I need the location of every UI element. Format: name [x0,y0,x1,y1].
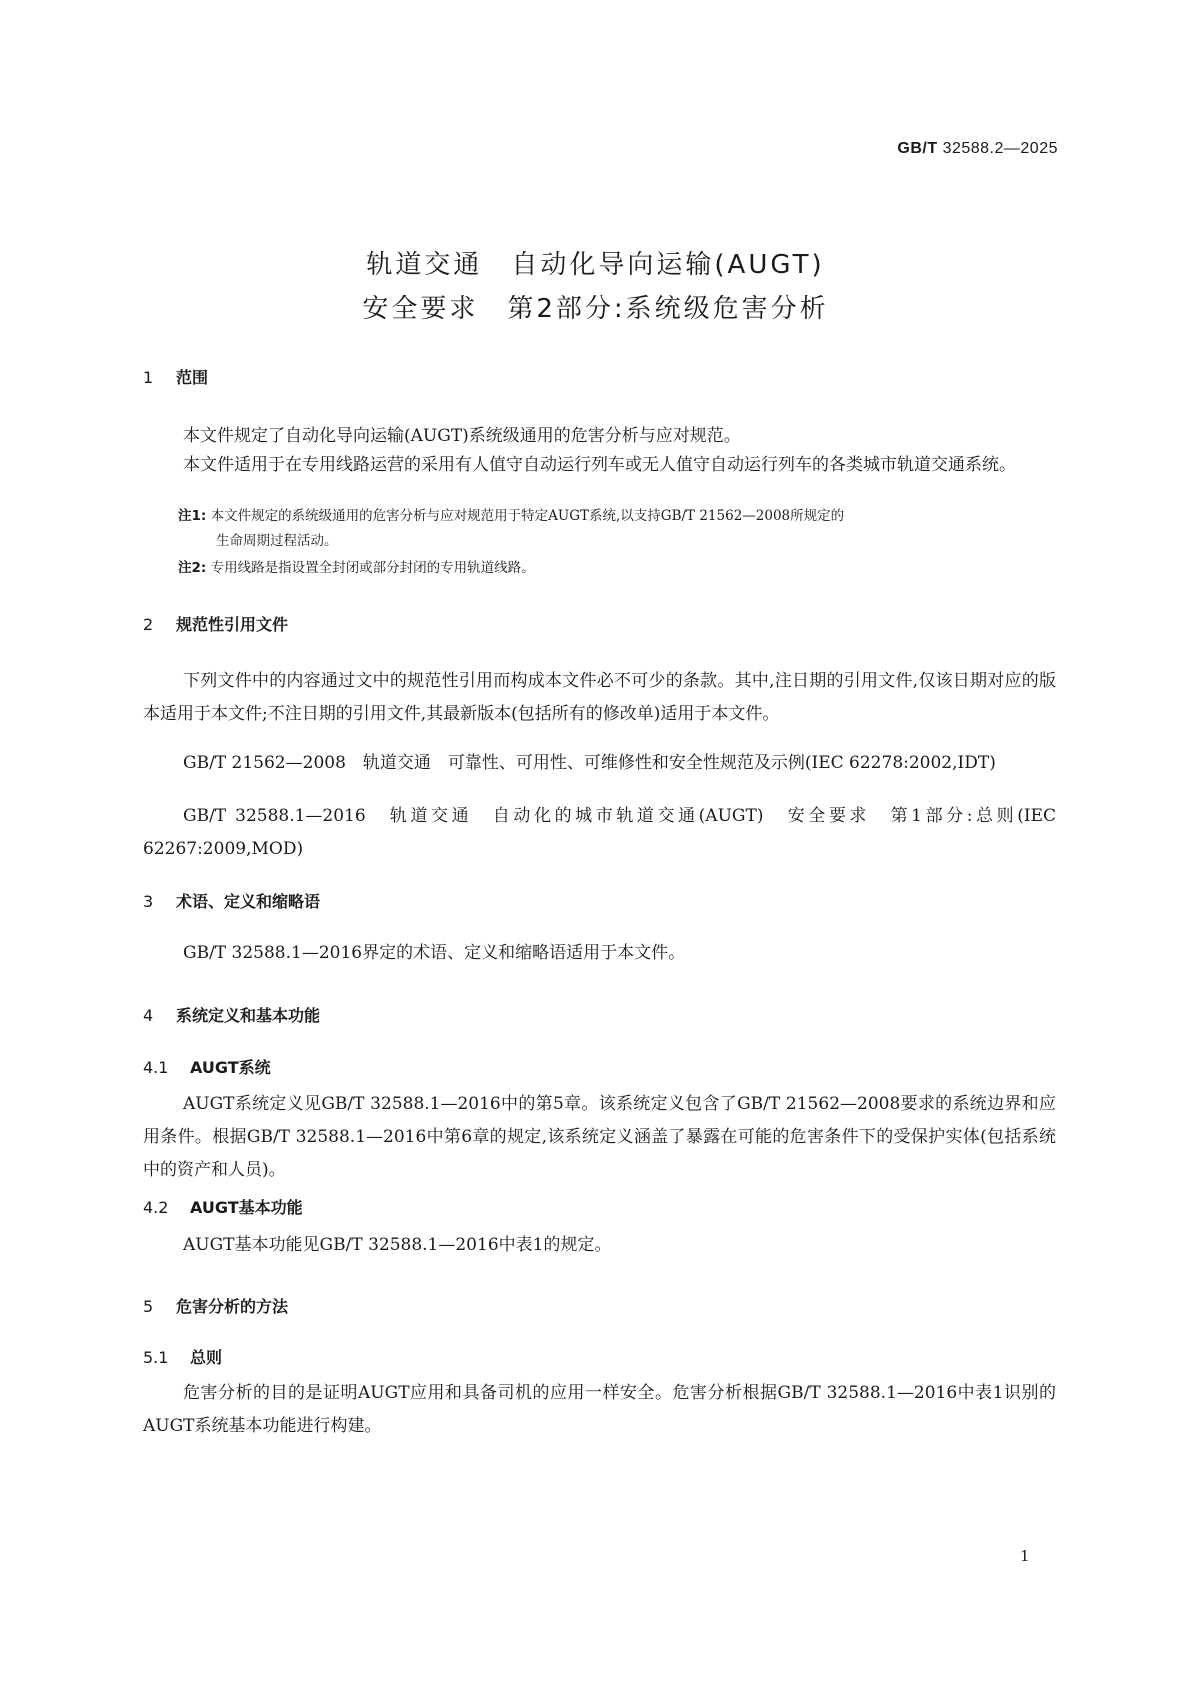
standard-number [897,140,1058,158]
subsection-title: AUGT系统 [190,1058,271,1077]
section-3-paragraph-1: GB/T 32588.1—2016界定的术语、定义和缩略语适用于本文件。 [183,943,686,963]
note-text: 专用线路是指设置全封闭或部分封闭的专用轨道线路。 [210,560,535,576]
section-number: 5 [143,1297,154,1316]
subsection-number: 5.1 [143,1348,169,1367]
note-text: 本文件规定的系统级通用的危害分析与应对规范用于特定AUGT系统,以支持GB/T 21562—2008所规定的 [210,508,845,524]
reference-gbt-32588-1: GB/T 32588.1—2016 轨道交通 自动化的城市轨道交通(AUGT) 安全要求 第1部分:总则(IEC 62267:2009,MOD) [143,806,1056,859]
section-2-heading [143,612,288,635]
subsection-5-1-paragraph: 危害分析的目的是证明AUGT应用和具备司机的应用一样安全。危害分析根据GB/T 32588.1—2016中表1识别的AUGT系统基本功能进行构建。 [143,1383,1056,1436]
standard-prefix: GB/T [897,140,938,157]
subsection-number: 4.2 [143,1198,169,1217]
document-title-line1: 轨道交通 自动化导向运输(AUGT) [366,250,825,280]
section-1-paragraph-1: 本文件规定了自动化导向运输(AUGT)系统级通用的危害分析与应对规范。 [183,426,741,446]
subsection-4-2-paragraph: AUGT基本功能见GB/T 32588.1—2016中表1的规定。 [183,1235,612,1255]
reference-gbt-21562: GB/T 21562—2008 轨道交通 可靠性、可用性、可维修性和安全性规范及示例(IEC 62278:2002,IDT) [183,753,996,773]
section-5-heading [143,1294,288,1317]
section-number: 2 [143,615,154,634]
section-number: 3 [143,892,154,911]
subsection-title: 总则 [190,1348,223,1367]
note-1 [178,504,1056,554]
note-label: 注2: [178,560,207,576]
document-title-line2: 安全要求 第2部分:系统级危害分析 [362,294,829,324]
section-2-paragraph-1: 下列文件中的内容通过文中的规范性引用而构成本文件必不可少的条款。其中,注日期的引用文件,仅该日期对应的版本适用于本文件;不注日期的引用文件,其最新版本(包括所有的修改单)适用于本文件。 [143,671,1056,724]
note-text-continued: 生命周期过程活动。 [216,533,338,549]
subsection-number: 4.1 [143,1058,169,1077]
subsection-5-1-heading [143,1345,222,1368]
section-4-heading [143,1003,320,1026]
section-number: 4 [143,1006,154,1025]
section-title: 系统定义和基本功能 [176,1006,321,1025]
note-label: 注1: [178,508,207,524]
section-1-heading [143,365,208,388]
section-number: 1 [143,368,154,387]
subsection-4-1-paragraph: AUGT系统定义见GB/T 32588.1—2016中的第5章。该系统定义包含了GB/T 21562—2008要求的系统边界和应用条件。根据GB/T 32588.1—2016中第6章的规定,该系统定义涵盖了暴露在可能的危害条件下的受保护实体(包括系统中的资产和人员)。 [143,1094,1056,1180]
section-title: 规范性引用文件 [176,615,289,634]
standard-code: 32588.2—2025 [942,140,1058,157]
section-title: 范围 [176,368,209,387]
note-2 [178,556,1056,581]
subsection-4-1-heading [143,1055,271,1078]
section-title: 术语、定义和缩略语 [176,892,321,911]
section-1-paragraph-2: 本文件适用于在专用线路运营的采用有人值守自动运行列车或无人值守自动运行列车的各类城市轨道交通系统。 [183,455,1016,475]
subsection-4-2-heading [143,1195,303,1218]
subsection-title: AUGT基本功能 [190,1198,303,1217]
section-3-heading [143,889,320,912]
page-number: 1 [1020,1547,1030,1565]
section-title: 危害分析的方法 [176,1297,289,1316]
